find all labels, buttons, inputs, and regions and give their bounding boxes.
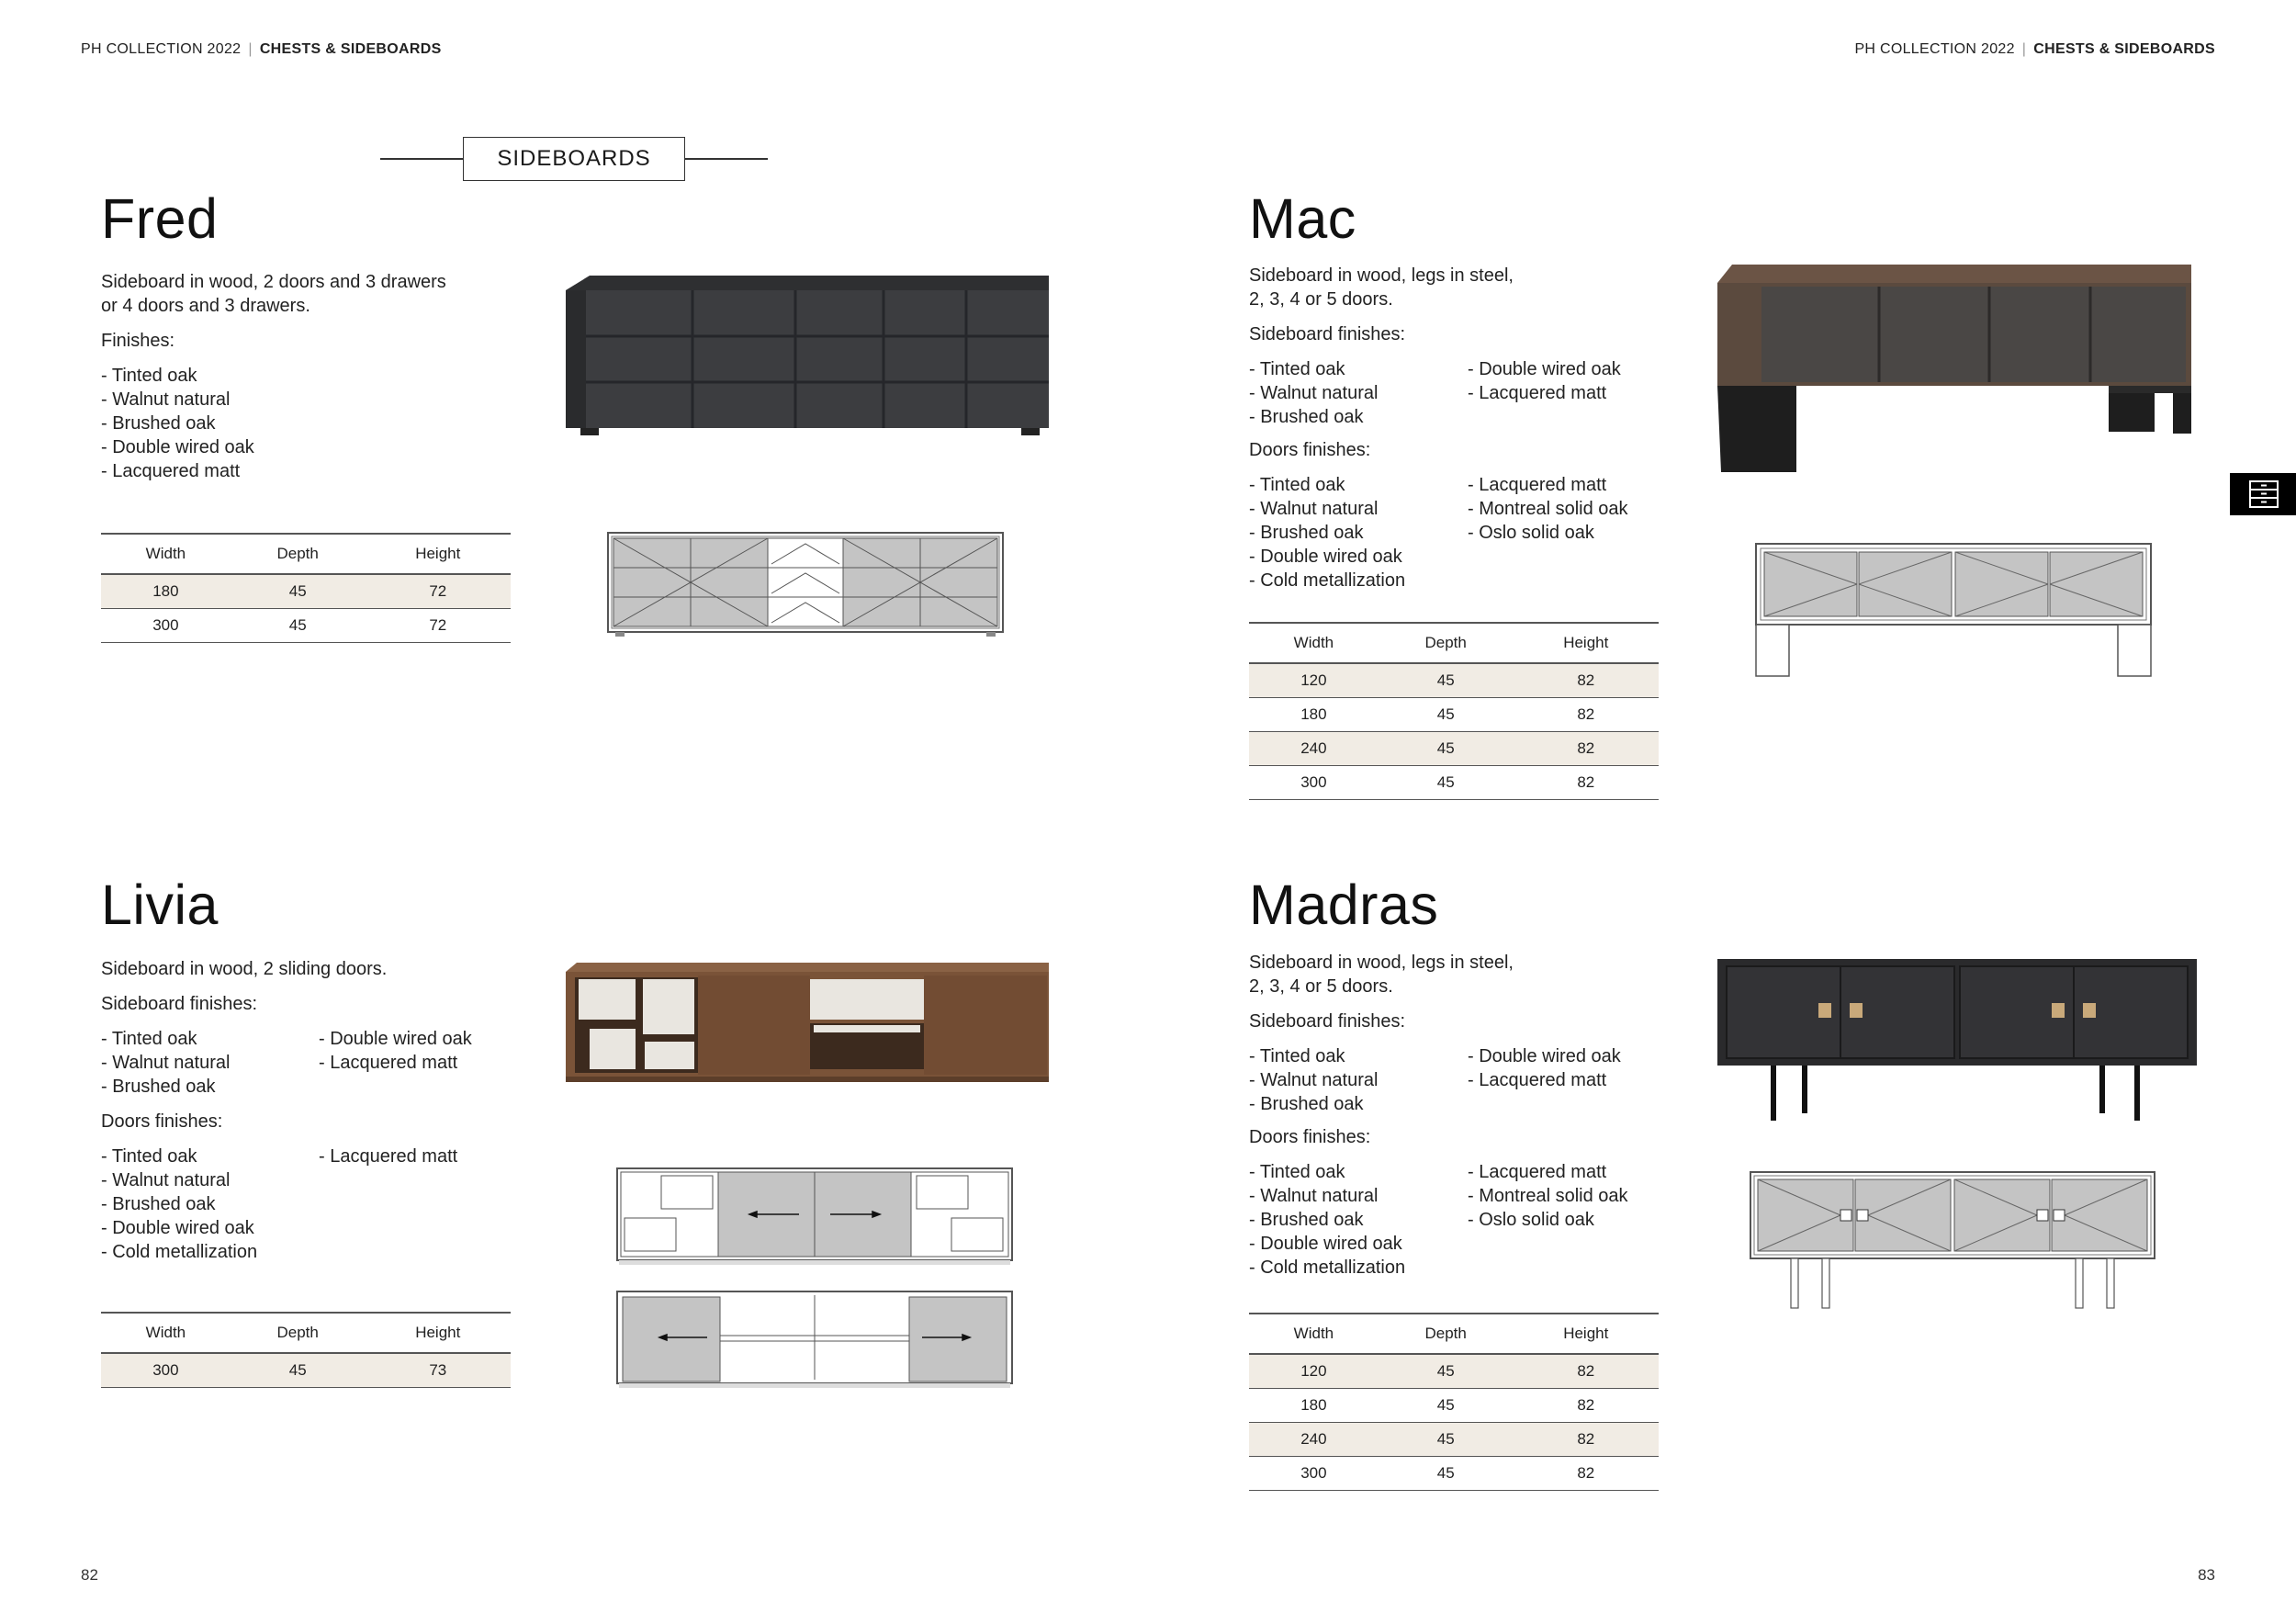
livia-doors-finishes: - Tinted oak - Walnut natural - Brushed oak - Double wired oak - Cold metallization - Lacquered matt <box>101 1146 458 1262</box>
madras-technical-drawing <box>1749 1170 2158 1312</box>
table-header-row: Width Depth Height <box>1249 623 1659 663</box>
chest-tab[interactable] <box>2230 473 2296 515</box>
mac-dimensions-table <box>1249 622 1659 800</box>
mac-sideboard-finishes: - Tinted oak - Walnut natural - Brushed oak - Double wired oak - Lacquered matt <box>1249 359 1621 427</box>
section-rule-right <box>685 158 768 160</box>
table-row: 180 45 82 <box>1249 698 1659 732</box>
fred-dimensions-table <box>101 533 511 643</box>
livia-technical-drawing-open <box>615 1290 1016 1391</box>
fred-technical-drawing <box>606 531 1005 639</box>
madras-dimensions-table <box>1249 1313 1659 1491</box>
livia-product-photo <box>562 959 1052 1088</box>
mac-doors-finishes: - Tinted oak - Walnut natural - Brushed oak - Double wired oak - Cold metallization - Lacquered matt - Montreal solid oak - Oslo solid oak <box>1249 475 1628 591</box>
table-row: 120 45 82 <box>1249 1354 1659 1389</box>
section-rule-left <box>380 158 463 160</box>
product-title-mac: Mac <box>1249 187 1356 250</box>
fred-product-photo <box>562 272 1052 437</box>
table-row: 300 45 82 <box>1249 766 1659 800</box>
madras-doors-finishes: - Tinted oak - Walnut natural - Brushed oak - Double wired oak - Cold metallization - Lacquered matt - Montreal solid oak - Oslo solid oak <box>1249 1162 1628 1278</box>
table-row: 120 45 82 <box>1249 663 1659 698</box>
page-number-right: 83 <box>2198 1566 2215 1584</box>
mac-description: Sideboard in wood, legs in steel, 2, 3, 4 or 5 doors. Sideboard finishes: - Tinted oak - Walnut natural - Brushed oak - Double wired oak - Lacquered matt Doors finishes: - Tinted oak - Walnut natural - Brushed oak - Double wired oak - Cold metallization - Lacquered matt - Montreal solid oak - Oslo solid oak <box>1249 264 1690 592</box>
chest-of-drawers-icon <box>2230 473 2296 515</box>
table-row: 300 45 73 <box>101 1353 511 1388</box>
table-row: 240 45 82 <box>1249 732 1659 766</box>
livia-sideboard-finishes: - Tinted oak - Walnut natural - Brushed oak - Double wired oak - Lacquered matt <box>101 1029 472 1097</box>
livia-technical-drawing-closed <box>615 1167 1016 1268</box>
section-label: SIDEBOARDS <box>463 137 685 181</box>
table-header-row: Width Depth Height <box>101 534 511 574</box>
product-title-fred: Fred <box>101 187 219 250</box>
table-row: 180 45 72 <box>101 574 511 609</box>
livia-dimensions-table <box>101 1312 511 1388</box>
livia-description: Sideboard in wood, 2 sliding doors. Sideboard finishes: - Tinted oak - Walnut natural - Brushed oak - Double wired oak - Lacquered matt Doors finishes: - Tinted oak - Walnut natural - Brushed oak - Double wired oak - Cold metallization - Lacquered matt <box>101 957 542 1264</box>
fred-finishes-list: - Tinted oak - Walnut natural - Brushed oak - Double wired oak - Lacquered matt <box>101 366 254 481</box>
madras-sideboard-finishes: - Tinted oak - Walnut natural - Brushed oak - Double wired oak - Lacquered matt <box>1249 1046 1621 1114</box>
table-row: 180 45 82 <box>1249 1389 1659 1423</box>
mac-product-photo <box>1714 261 2195 481</box>
table-row: 300 45 82 <box>1249 1457 1659 1491</box>
madras-product-photo <box>1714 955 2200 1126</box>
product-title-livia: Livia <box>101 874 219 936</box>
table-row: 300 45 72 <box>101 609 511 643</box>
page-number-left: 82 <box>81 1566 98 1584</box>
madras-description: Sideboard in wood, legs in steel, 2, 3, 4 or 5 doors. Sideboard finishes: - Tinted oak - Walnut natural - Brushed oak - Double wired oak - Lacquered matt Doors finishes: - Tinted oak - Walnut natural - Brushed oak - Double wired oak - Cold metallization - Lacquered matt - Montreal solid oak - Oslo solid oak <box>1249 951 1690 1280</box>
table-row: 240 45 82 <box>1249 1423 1659 1457</box>
running-header-right: PH COLLECTION 2022 | CHESTS & SIDEBOARDS <box>1854 41 2215 57</box>
running-header-left: PH COLLECTION 2022 | CHESTS & SIDEBOARDS <box>81 41 442 57</box>
product-title-madras: Madras <box>1249 874 1439 936</box>
mac-technical-drawing <box>1754 542 2155 680</box>
fred-description: Sideboard in wood, 2 doors and 3 drawers or 4 doors and 3 drawers. Finishes: - Tinted oak - Walnut natural - Brushed oak - Double wired oak - Lacquered matt <box>101 270 523 483</box>
table-header-row: Width Depth Height <box>1249 1314 1659 1354</box>
table-header-row: Width Depth Height <box>101 1313 511 1353</box>
